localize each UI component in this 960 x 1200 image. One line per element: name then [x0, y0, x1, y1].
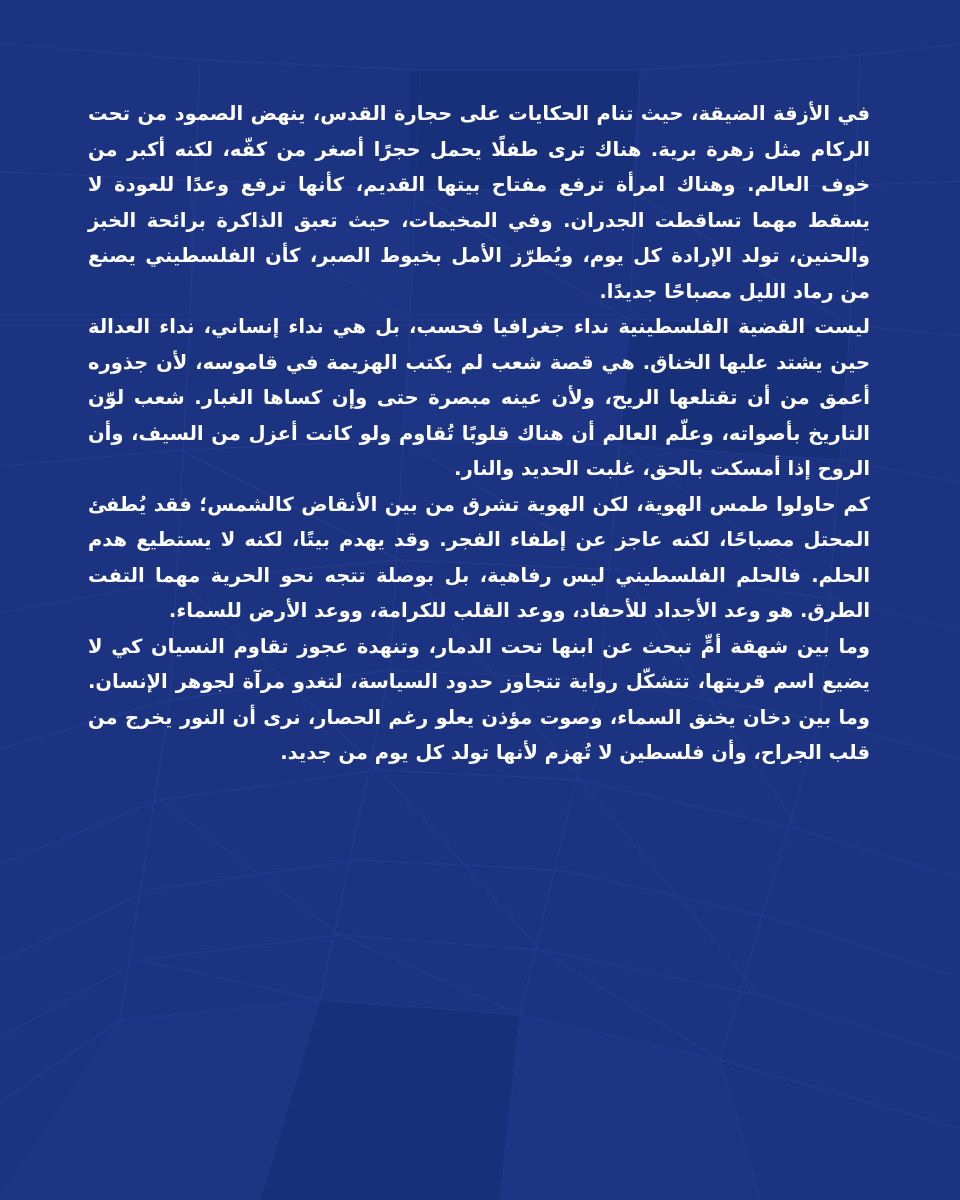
paragraph-4: وما بين شهقة أمٍّ تبحث عن ابنها تحت الدمار، وتنهدة عجوز تقاوم النسيان كي لا يضيع اسم قريتها، تتشكّل رواية تتجاوز حدود السياسة، لتغدو مرآة لجوهر الإنسان. وما بين دخان يخنق السماء، وصوت مؤذن يعلو رغم الحصار، نرى أن النور يخرج من قلب الجراح، وأن فلسطين لا تُهزم لأنها تولد كل يوم من جديد. [88, 634, 870, 764]
article-text [88, 96, 870, 771]
paragraph-1: في الأزقة الضيقة، حيث تنام الحكايات على حجارة القدس، ينهض الصمود من تحت الركام مثل زهرة برية. هناك ترى طفلًا يحمل حجرًا أصغر من كفّه، لكنه أكبر من خوف العالم. وهناك امرأة ترفع مفتاح بيتها القديم، كأنها ترفع وعدًا للعودة لا يسقط مهما تساقطت الجدران. وفي المخيمات، حيث تعبق الذاكرة برائحة الخبز والحنين، تولد الإرادة كل يوم، ويُطرّز الأمل بخيوط الصبر، كأن الفلسطيني يصنع من رماد الليل مصباحًا جديدًا. [88, 102, 870, 303]
paragraph-3: كم حاولوا طمس الهوية، لكن الهوية تشرق من بين الأنقاض كالشمس؛ فقد يُطفئ المحتل مصباحًا، لكنه عاجز عن إطفاء الفجر. وقد يهدم بيتًا، لكنه لا يستطيع هدم الحلم. فالحلم الفلسطيني ليس رفاهية، بل بوصلة تتجه نحو الحرية مهما التفت الطرق. هو وعد الأجداد للأحفاد، ووعد القلب للكرامة، ووعد الأرض للسماء. [88, 492, 870, 622]
paragraph-2: ليست القضية الفلسطينية نداء جغرافيا فحسب، بل هي نداء إنساني، نداء العدالة حين يشتد عليها الخناق. هي قصة شعب لم يكتب الهزيمة في قاموسه، لأن جذوره أعمق من أن تقتلعها الريح، ولأن عينه مبصرة حتى وإن كساها الغبار. شعب لوّن التاريخ بأصواته، وعلّم العالم أن هناك قلوبًا تُقاوم ولو كانت أعزل من السيف، وأن الروح إذا أمسكت بالحق، غلبت الحديد والنار. [88, 315, 870, 480]
